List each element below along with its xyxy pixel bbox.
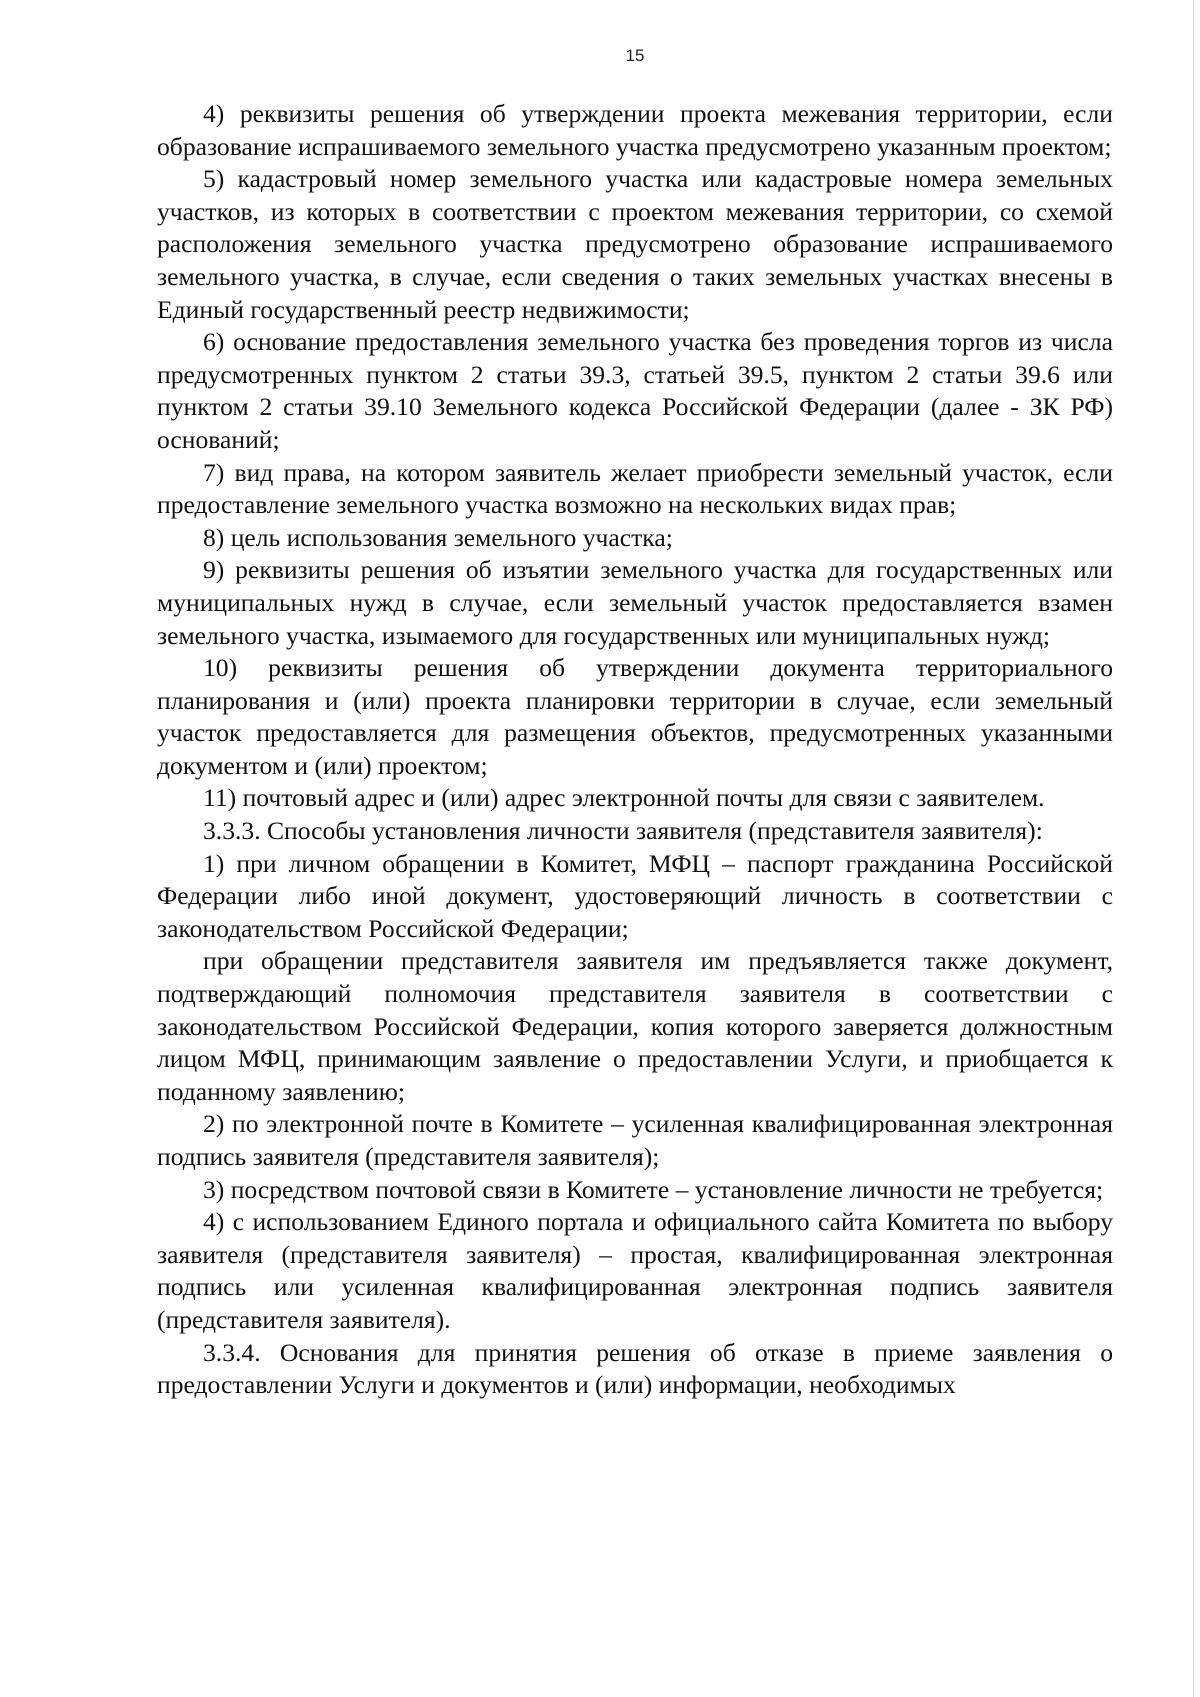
paragraph-item-6: 6) основание предоставления земельного участка без проведения торгов из числа предусмотренных пунктом 2 статьи 39.3, статьей 39.5, пунктом 2 статьи 39.6 или пунктом 2 статьи 39.10 Земельного кодекса Российской Федерации (далее - ЗК РФ) оснований; [157, 327, 1113, 454]
page-edge-line [1193, 0, 1194, 1697]
paragraph-item-11: 11) почтовый адрес и (или) адрес электронной почты для связи с заявителем. [203, 783, 1045, 813]
paragraph-item-8: 8) цель использования земельного участка; [203, 522, 673, 552]
paragraph-item-7: 7) вид права, на котором заявитель желает приобрести земельный участок, если предоставление земельного участка возможно на нескольких видах прав; [157, 457, 1113, 520]
paragraph-item-4: 4) реквизиты решения об утверждении проекта межевания территории, если образование испрашиваемого земельного участка предусмотрено указанным проектом; [157, 99, 1113, 161]
paragraph-method-2: 2) по электронной почте в Комитете – усиленная квалифицированная электронная подпись заявителя (представителя заявителя); [157, 1109, 1113, 1171]
section-3-3-3-heading: 3.3.3. Способы установления личности заявителя (представителя заявителя): [203, 816, 1043, 846]
paragraph-method-3: 3) посредством почтовой связи в Комитете – установление личности не требуется; [203, 1174, 1104, 1204]
paragraph-item-5: 5) кадастровый номер земельного участка или кадастровые номера земельных участков, из которых в соответствии с проектом межевания территории, со схемой расположения земельного участка предусмотрено образование испрашиваемого земельного участка, в случае, если сведения о таких земельных участках внесены в Единый государственный реестр недвижимости; [157, 164, 1113, 324]
section-3-3-4-heading: 3.3.4. Основания для принятия решения об отказе в приеме заявления о предоставлении Услуги и документов и (или) информации, необходимых [157, 1337, 1113, 1400]
paragraph-item-9: 9) реквизиты решения об изъятии земельного участка для государственных или муниципальных нужд в случае, если земельный участок предоставляется взамен земельного участка, изымаемого для государственных или муниципальных нужд; [157, 555, 1113, 650]
paragraph-method-1: 1) при личном обращении в Комитет, МФЦ – паспорт гражданина Российской Федерации либо иной документ, удостоверяющий личность в соответствии с законодательством Российской Федерации; [157, 848, 1113, 943]
page-number: 15 [625, 46, 645, 65]
document-body [157, 98, 1113, 1402]
paragraph-item-10: 10) реквизиты решения об утверждении документа территориального планирования и (или) проекта планировки территории в случае, если земельный участок предоставляется для размещения объектов, предусмотренных указанными документом и (или) проектом; [157, 653, 1113, 780]
paragraph-method-4: 4) с использованием Единого портала и официального сайта Комитета по выбору заявителя (представителя заявителя) – простая, квалифицированная электронная подпись или усиленная квалифицированная электронная подпись заявителя (представителя заявителя). [157, 1207, 1113, 1334]
paragraph-representative: при обращении представителя заявителя им предъявляется также документ, подтверждающий полномочия представителя заявителя в соответствии с законодательством Российской Федерации, копия которого заверяется должностным лицом МФЦ, принимающим заявление о предоставлении Услуги, и приобщается к поданному заявлению; [157, 946, 1113, 1106]
